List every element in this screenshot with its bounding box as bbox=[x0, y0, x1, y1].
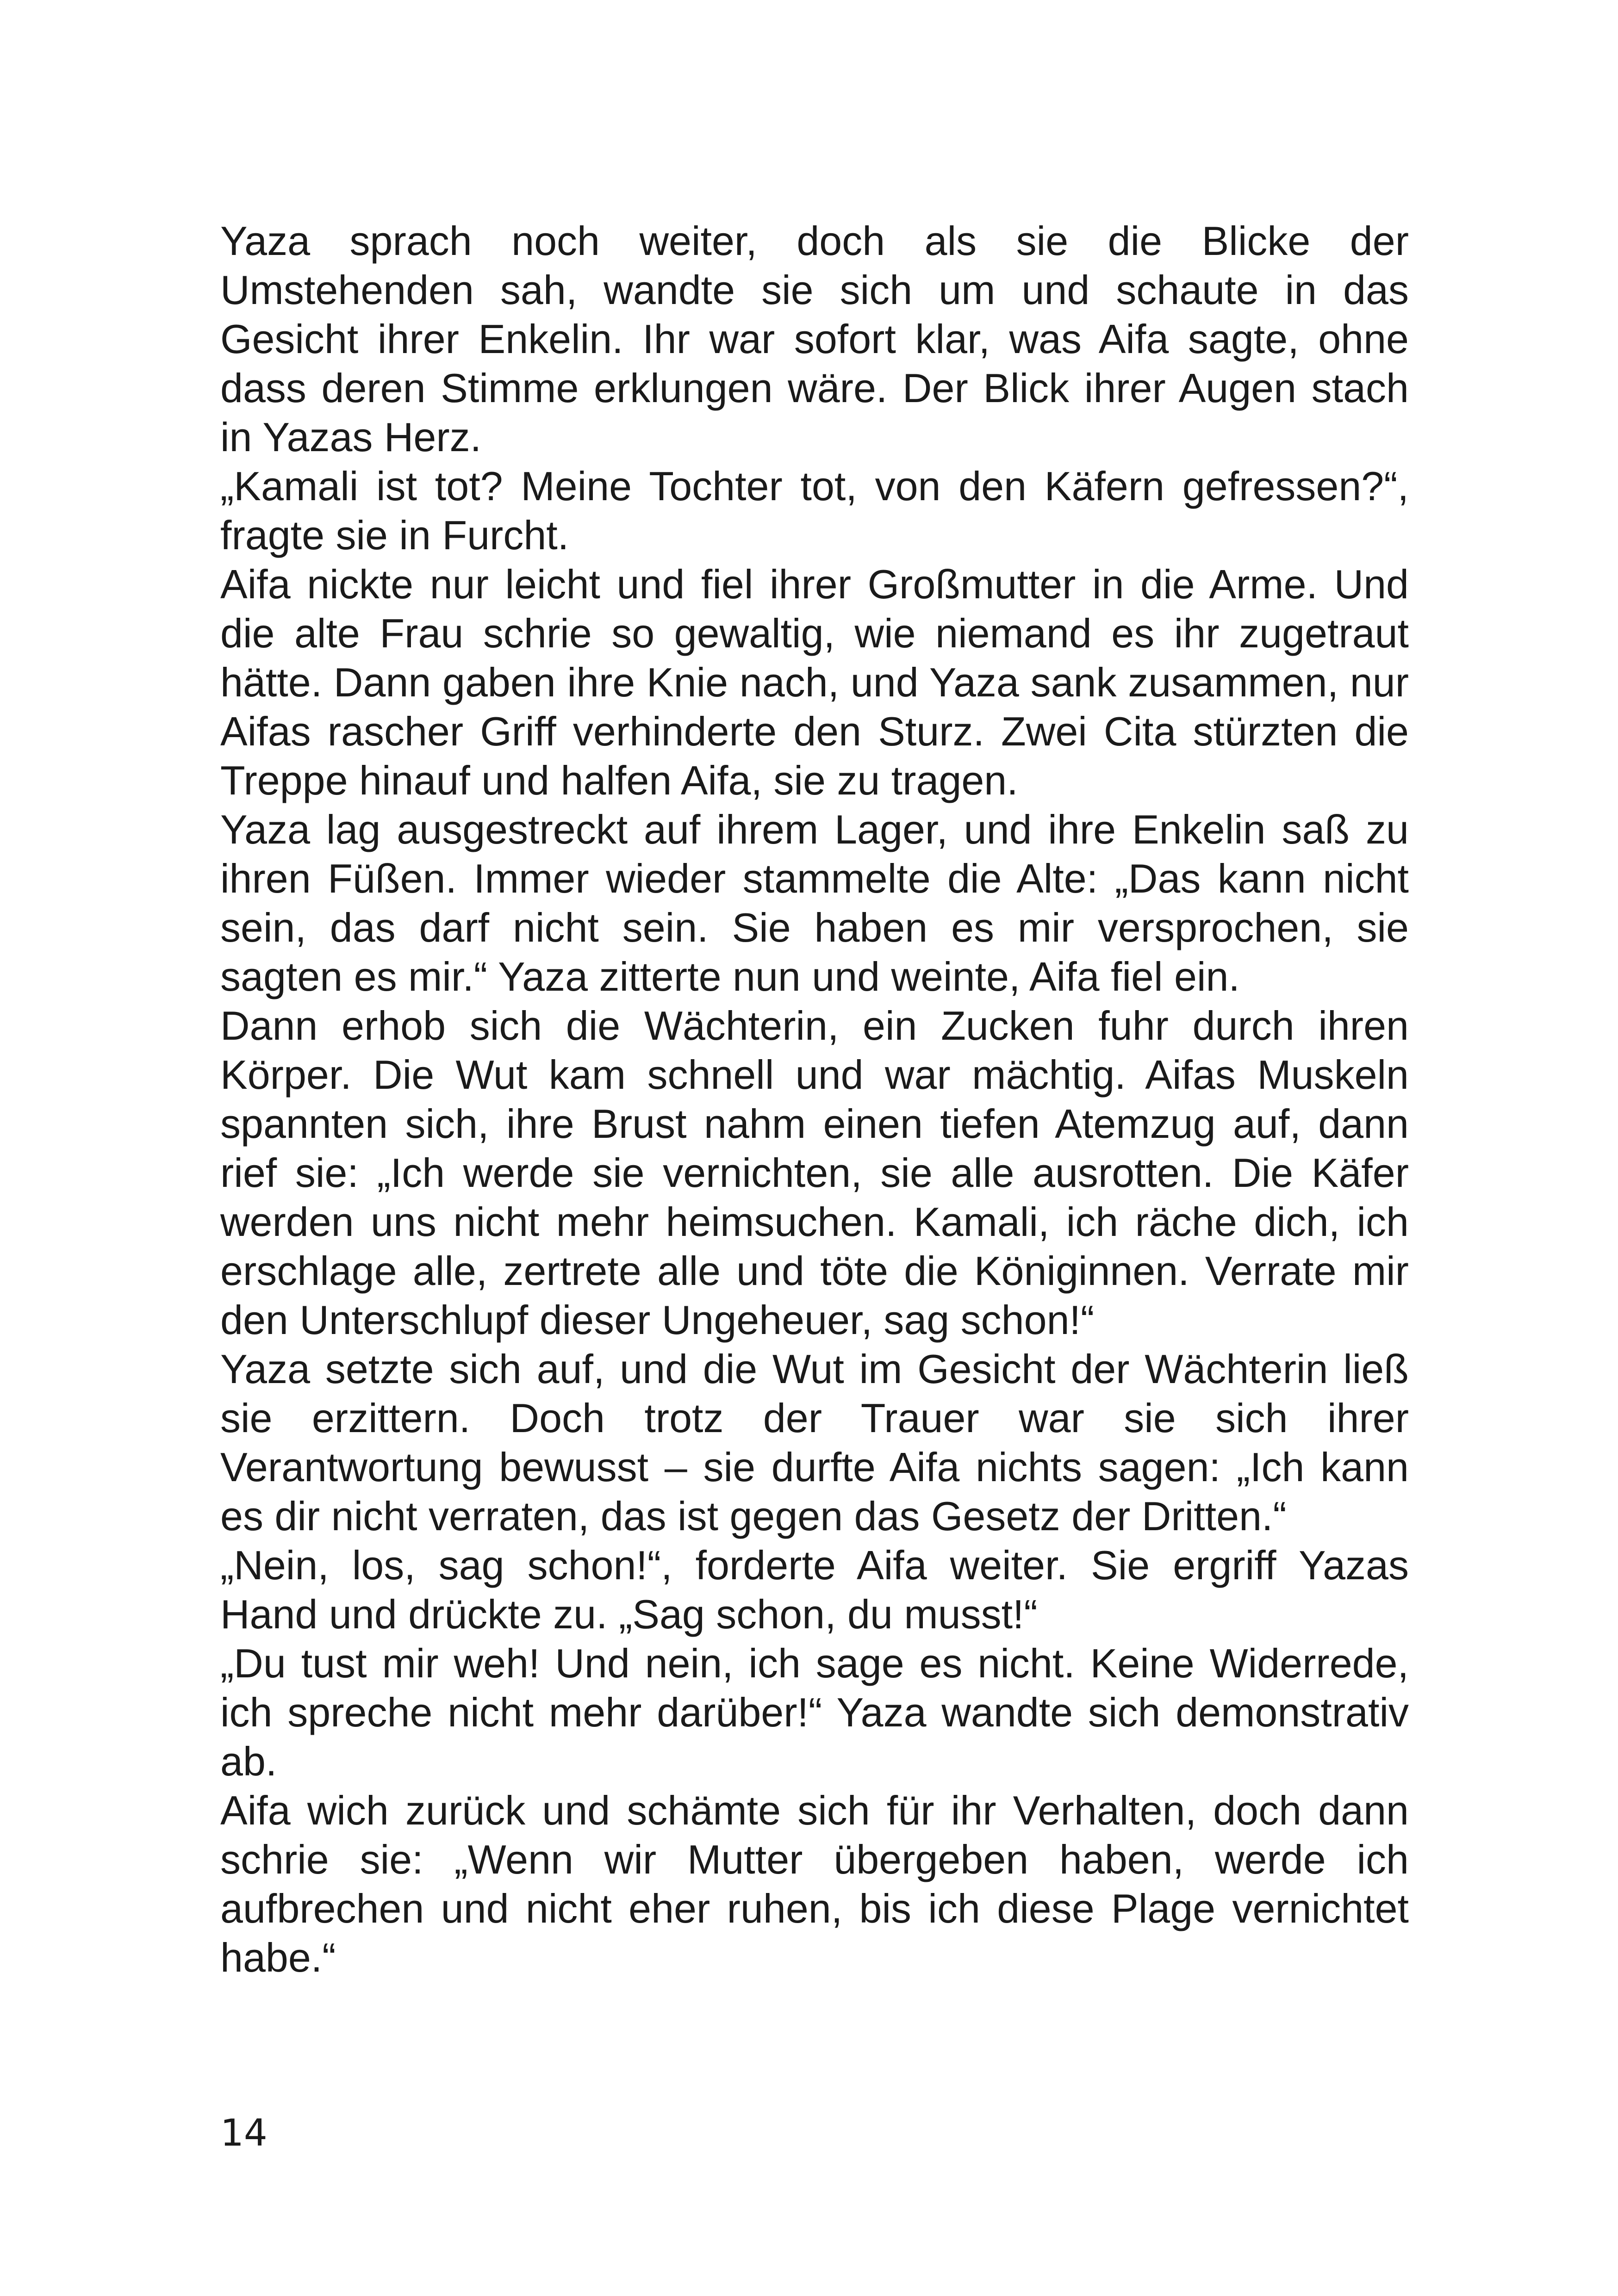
paragraph: „Kamali ist tot? Meine Tochter tot, von den Käfern gefressen?“, fragte sie in Furcht. bbox=[220, 463, 1409, 558]
paragraph: Aifa nickte nur leicht und fiel ihrer Großmutter in die Arme. Und die alte Frau schrie so gewaltig, wie niemand es ihr zugetraut hätte. Dann gaben ihre Knie nach, und Yaza sank zusammen, nur Aifas rascher Griff verhinderte den Sturz. Zwei Cita stürzten die Treppe hinauf und halfen Aifa, sie zu tragen. bbox=[220, 561, 1409, 803]
paragraph: Aifa wich zurück und schämte sich für ihr Verhalten, doch dann schrie sie: „Wenn wir Mutter übergeben haben, werde ich aufbrechen und nicht eher ruhen, bis ich diese Plage vernichtet habe.“ bbox=[220, 1787, 1409, 1980]
page-number: 14 bbox=[220, 2111, 268, 2154]
paragraph: „Du tust mir weh! Und nein, ich sage es nicht. Keine Widerrede, ich spreche nicht mehr darüber!“ Yaza wandte sich demonstrativ ab. bbox=[220, 1640, 1409, 1784]
paragraph: Dann erhob sich die Wächterin, ein Zucken fuhr durch ihren Körper. Die Wut kam schnell und war mächtig. Aifas Muskeln spannten sich, ihre Brust nahm einen tiefen Atemzug auf, dann rief sie: „Ich werde sie vernichten, sie alle ausrotten. Die Käfer werden uns nicht mehr heimsuchen. Kamali, ich räche dich, ich erschlage alle, zertrete alle und töte die Königinnen. Verrate mir den Unterschlupf dieser Ungeheuer, sag schon!“ bbox=[220, 1003, 1409, 1343]
paragraph: Yaza setzte sich auf, und die Wut im Gesicht der Wächterin ließ sie erzittern. Doch trotz der Trauer war sie sich ihrer Verantwortung bewusst – sie durfte Aifa nichts sagen: „Ich kann es dir nicht verraten, das ist gegen das Gesetz der Dritten.“ bbox=[220, 1346, 1409, 1539]
paragraph: „Nein, los, sag schon!“, forderte Aifa weiter. Sie ergriff Yazas Hand und drückte zu. „Sag schon, du musst!“ bbox=[220, 1542, 1409, 1637]
body-text bbox=[220, 217, 1409, 1982]
paragraph: Yaza lag ausgestreckt auf ihrem Lager, und ihre Enkelin saß zu ihren Füßen. Immer wieder stammelte die Alte: „Das kann nicht sein, das darf nicht sein. Sie haben es mir versprochen, sie sagten es mir.“ Yaza zitterte nun und weinte, Aifa fiel ein. bbox=[220, 807, 1409, 999]
paragraph: Yaza sprach noch weiter, doch als sie die Blicke der Umstehenden sah, wandte sie sich um und schaute in das Gesicht ihrer Enkelin. Ihr war sofort klar, was Aifa sagte, ohne dass deren Stimme erklungen wäre. Der Blick ihrer Augen stach in Yazas Herz. bbox=[220, 218, 1409, 460]
